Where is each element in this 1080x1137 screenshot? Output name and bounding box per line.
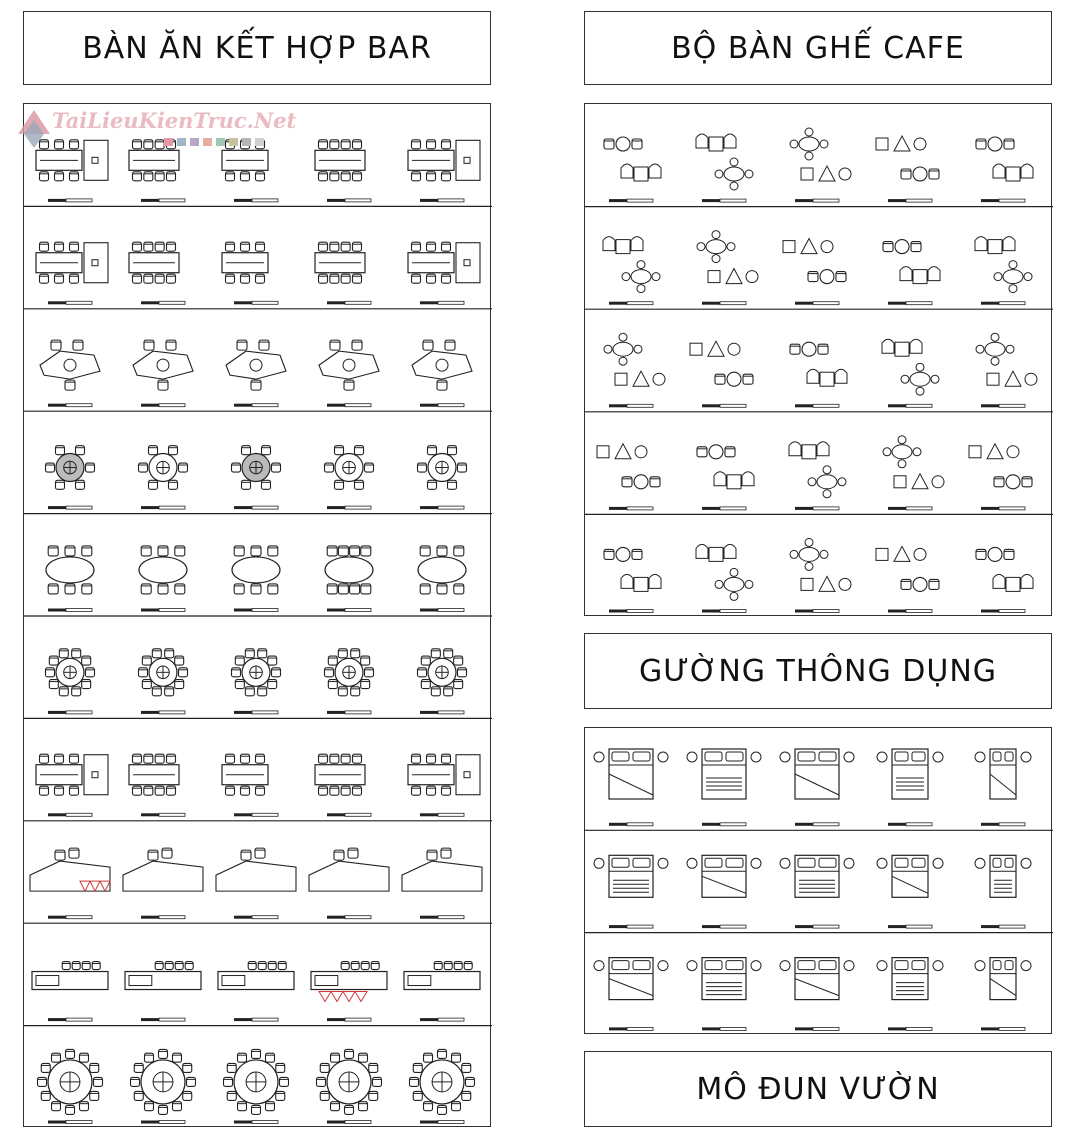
bed-symbol-r1-c1 [594,749,668,826]
dining-symbol-r5-c5 [418,546,466,612]
title-giuong-thong-dung [584,633,1052,709]
dining-symbol-r2-c1 [36,242,108,304]
cafe-symbol-r5-c2 [696,544,753,612]
dining-symbol-r6-c1 [46,649,95,714]
cafe-panel [584,103,1052,616]
cafe-symbol-r1-c4 [876,136,939,202]
dining-symbol-r2-c4 [315,242,371,304]
dining-symbol-r9-c4 [311,962,387,1022]
dining-symbol-r10-c2 [131,1049,196,1123]
dining-symbol-r10-c5 [410,1049,475,1123]
dining-symbol-r6-c5 [418,649,467,714]
bed-symbol-r3-c3 [780,958,854,1031]
bed-symbol-r2-c2 [687,855,761,928]
dining-bar-drawings [24,104,492,1128]
cafe-symbol-r4-c1 [597,444,660,510]
dining-symbol-r10-c4 [317,1049,382,1123]
cafe-symbol-r5-c5 [976,547,1033,612]
dining-symbol-r2-c5 [408,242,480,304]
dining-symbol-r8-c2 [123,848,203,919]
dining-symbol-r6-c2 [139,649,188,714]
bed-symbol-r1-c5 [975,749,1031,826]
dining-symbol-r1-c5 [408,140,480,202]
dining-symbol-r6-c4 [325,649,374,714]
dining-symbol-r3-c4 [319,340,379,407]
dining-bar-panel [23,103,491,1127]
cafe-symbol-r5-c3 [790,538,851,612]
cafe-symbol-r5-c4 [876,546,939,612]
watermark-text: TaiLieuKienTruc.Net [52,108,297,133]
dining-symbol-r3-c1 [40,340,100,407]
cafe-symbol-r1-c5 [976,137,1033,202]
watermark-color-dots [164,138,264,146]
dining-symbol-r8-c1 [30,848,110,919]
cafe-symbol-r2-c2 [697,231,758,305]
dining-symbol-r10-c3 [224,1049,289,1123]
dining-symbol-r9-c2 [125,962,201,1022]
bed-symbol-r3-c4 [877,958,943,1031]
cafe-symbol-r3-c3 [790,342,847,407]
bed-symbol-r2-c3 [780,855,854,928]
title-left-text: BÀN ĂN KẾT HỢP BAR [82,30,432,66]
title-right-bottom-text: MÔ ĐUN VƯỜN [696,1071,940,1107]
dining-symbol-r8-c4 [309,848,389,919]
cafe-symbol-r1-c1 [604,137,661,202]
beds-drawings [585,728,1053,1035]
dining-symbol-r2-c2 [129,242,185,304]
title-right-mid-text: GƯỜNG THÔNG DỤNG [638,653,998,689]
bed-symbol-r3-c1 [594,958,668,1031]
beds-panel [584,727,1052,1034]
dining-symbol-r9-c5 [404,962,480,1022]
dining-symbol-r7-c3 [222,754,278,816]
dining-symbol-r3-c5 [412,340,472,407]
cafe-symbol-r2-c5 [975,237,1032,305]
title-ban-an-ket-hop-bar [23,11,491,85]
cafe-symbol-r4-c5 [969,444,1032,510]
dining-symbol-r4-c3 [232,446,281,509]
cafe-symbol-r4-c4 [883,436,944,510]
title-bo-ban-ghe-cafe [584,11,1052,85]
bed-symbol-r2-c1 [594,855,668,928]
dining-symbol-r10-c1 [38,1049,103,1123]
dining-symbol-r8-c3 [216,848,296,919]
dining-symbol-r4-c4 [325,446,374,509]
cafe-symbol-r3-c1 [604,333,665,407]
bed-symbol-r1-c3 [780,749,854,826]
dining-symbol-r5-c1 [46,546,94,612]
dining-symbol-r2-c3 [222,242,278,304]
cafe-symbol-r3-c4 [882,339,939,407]
dining-symbol-r5-c2 [139,546,187,612]
dining-symbol-r4-c2 [139,446,188,509]
cafe-symbol-r2-c4 [883,240,940,305]
dining-symbol-r7-c5 [408,754,480,816]
dining-symbol-r9-c1 [32,962,108,1022]
watermark-house-icon [14,104,54,154]
bed-symbol-r3-c2 [687,958,761,1031]
watermark-logo [14,104,297,156]
dining-symbol-r4-c1 [46,446,95,509]
bed-symbol-r3-c5 [975,958,1031,1031]
title-mo-dun-vuon [584,1051,1052,1127]
bed-symbol-r2-c4 [877,855,943,928]
dining-symbol-r7-c1 [36,754,108,816]
cafe-symbol-r4-c3 [789,442,846,510]
bed-symbol-r2-c5 [975,855,1031,928]
cafe-symbol-r3-c5 [976,333,1037,407]
cafe-symbol-r1-c3 [790,128,851,202]
dining-symbol-r3-c2 [133,340,193,407]
bed-symbol-r1-c2 [687,749,761,826]
dining-symbol-r5-c3 [232,546,280,612]
title-right-top-text: BỘ BÀN GHẾ CAFE [671,30,965,66]
cafe-symbol-r2-c1 [603,237,660,305]
cafe-symbol-r1-c2 [696,134,753,202]
cafe-drawings [585,104,1053,617]
cafe-symbol-r5-c1 [604,547,661,612]
bed-symbol-r1-c4 [877,749,943,826]
cafe-symbol-r3-c2 [690,341,753,407]
cafe-symbol-r4-c2 [697,445,754,510]
dining-symbol-r9-c3 [218,962,294,1022]
dining-symbol-r7-c4 [315,754,371,816]
dining-symbol-r4-c5 [418,446,467,509]
dining-symbol-r7-c2 [129,754,185,816]
dining-symbol-r6-c3 [232,649,281,714]
dining-symbol-r3-c3 [226,340,286,407]
cafe-symbol-r2-c3 [783,239,846,305]
dining-symbol-r5-c4 [325,546,373,612]
dining-symbol-r8-c5 [402,848,482,919]
dining-symbol-r1-c4 [315,140,371,202]
